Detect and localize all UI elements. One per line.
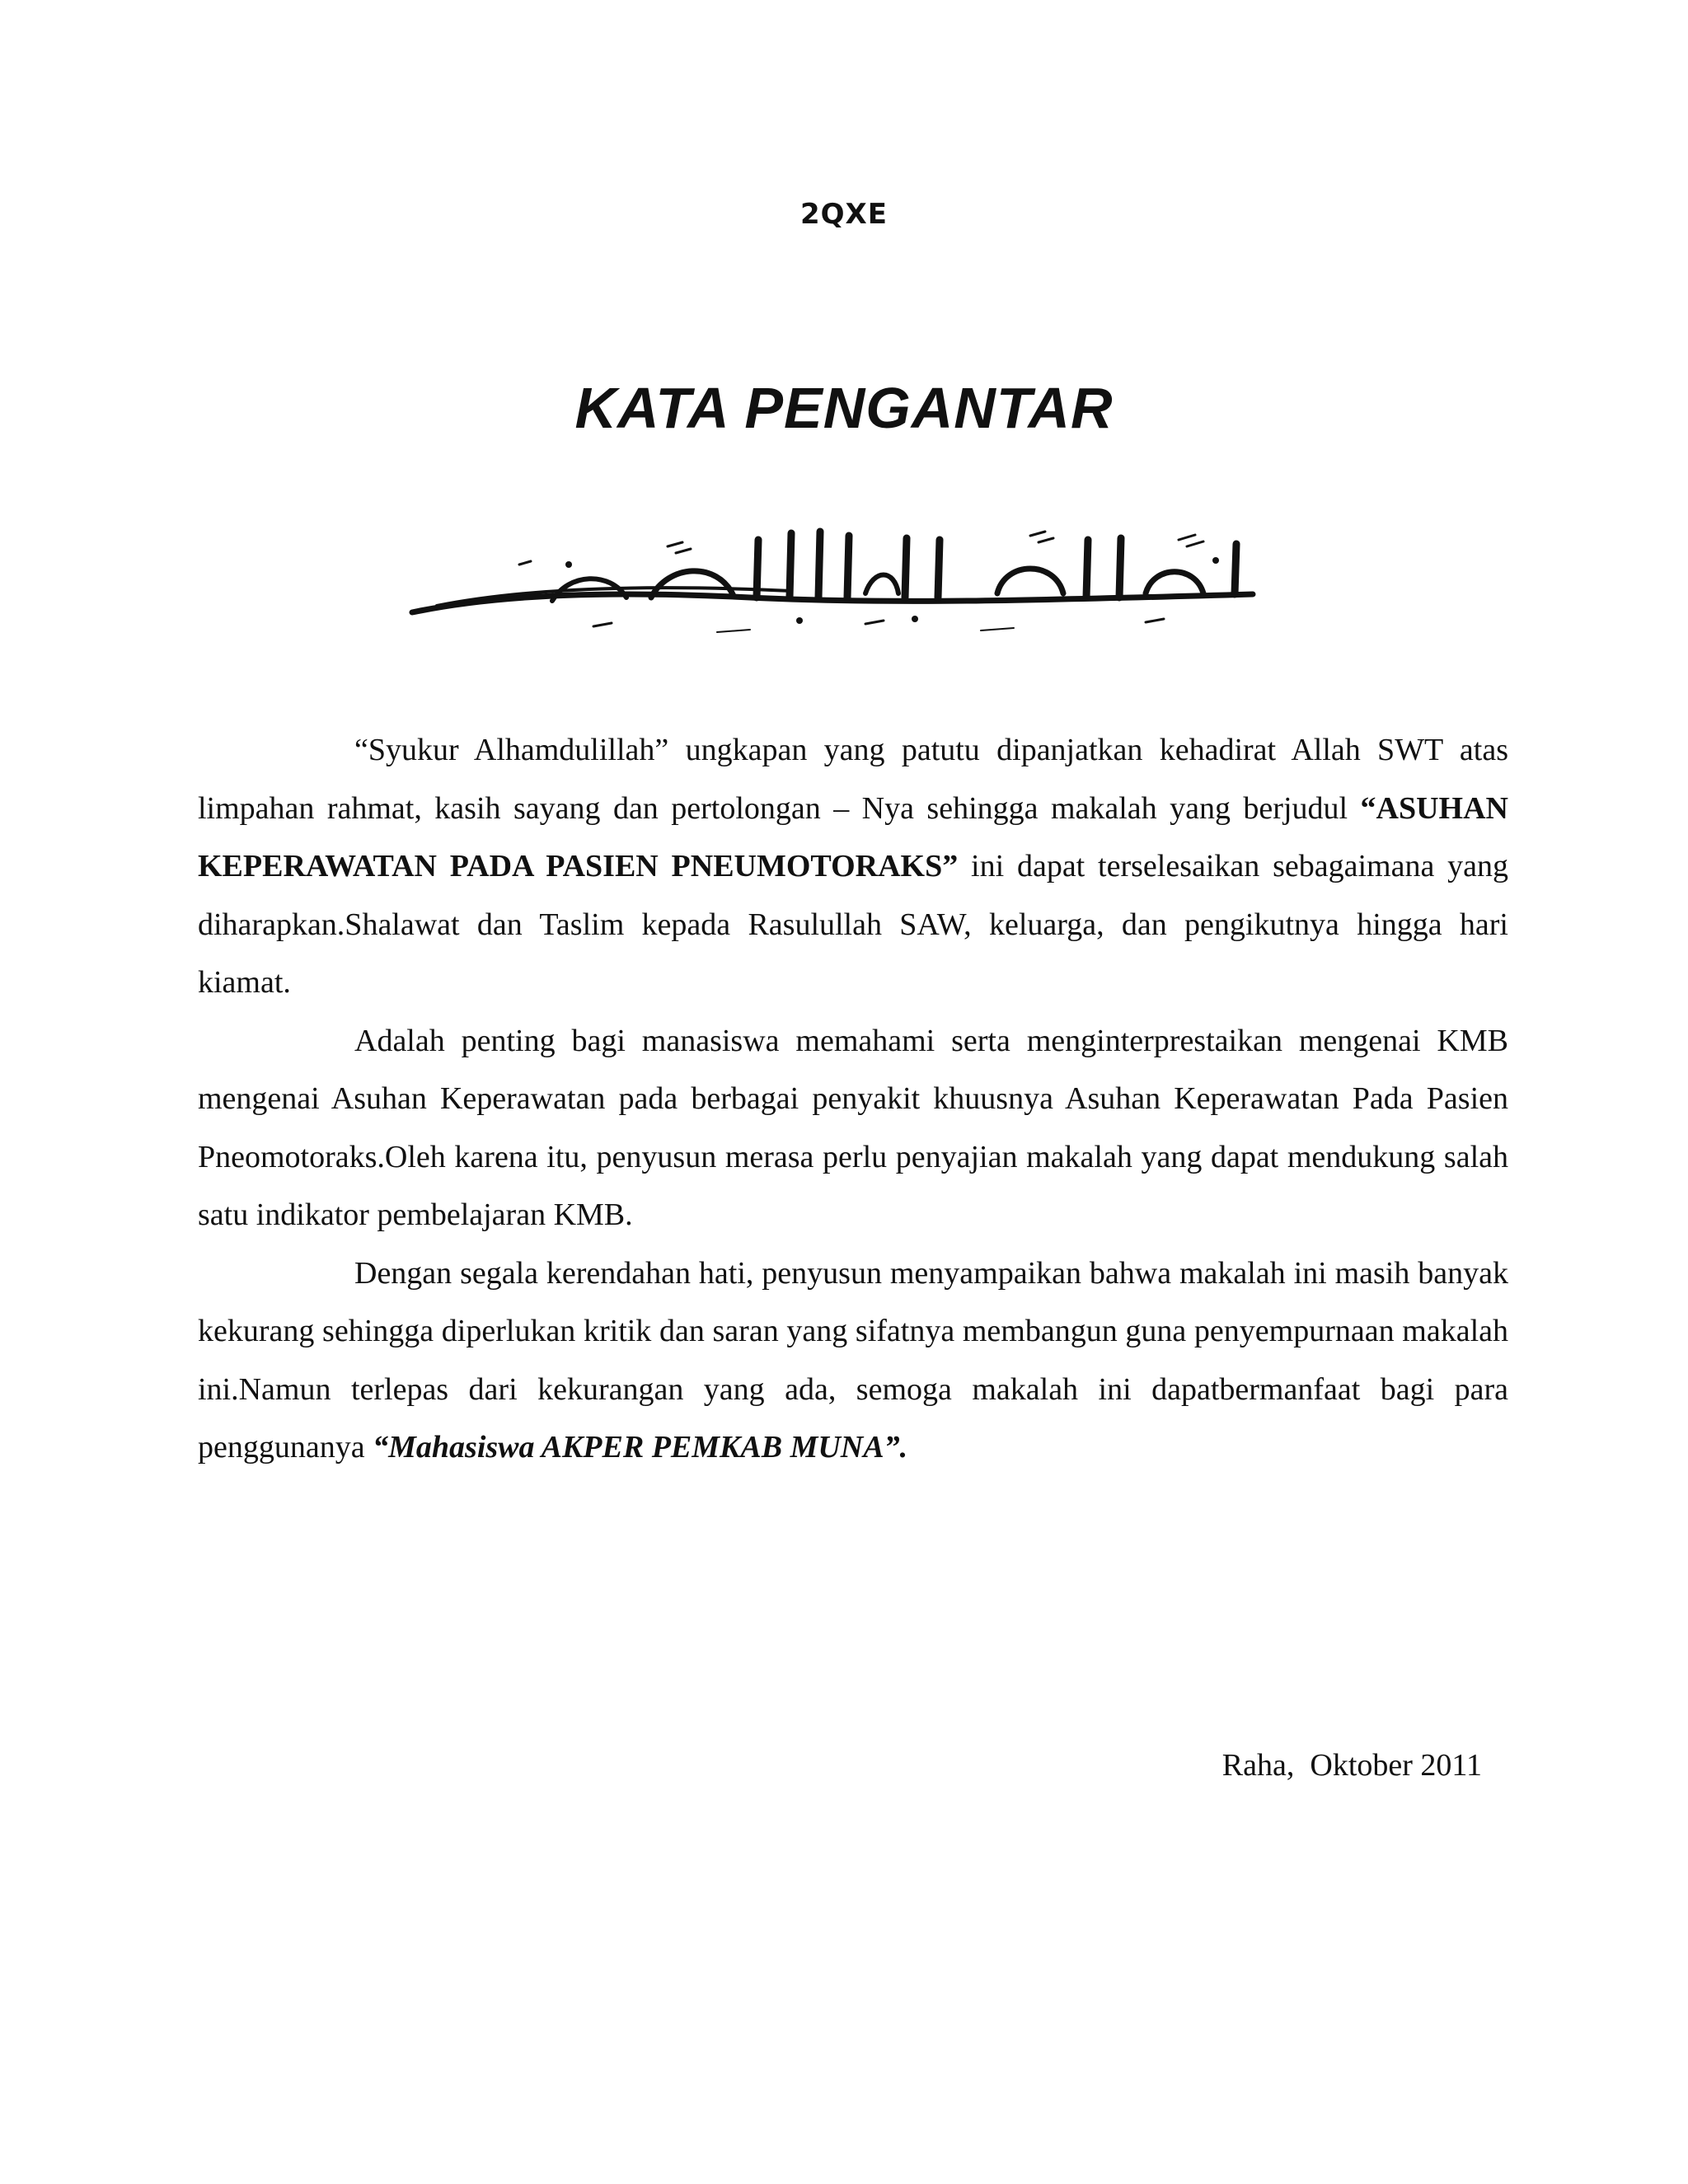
paragraph-1 [198, 721, 1508, 1012]
audience-bold-italic: “Mahasiswa AKPER PEMKAB MUNA”. [373, 1430, 908, 1465]
closing-place-date: Raha, Oktober 2011 [1221, 1748, 1482, 1783]
paragraph-2: Adalah penting bagi manasiswa memahami serta menginterprestaikan mengenai KMB mengenai Asuhan Keperawatan pada berbagai penyakit khuusnya Asuhan Keperawatan Pada Pasien Pneomotoraks.Oleh karena itu, penyusun merasa perlu penyajian makalah yang dapat mendukung salah satu indikator pembelajaran KMB. [198, 1023, 1508, 1232]
header-code: 2QXE [800, 198, 888, 231]
body-text [198, 721, 1508, 1477]
paragraph-3 [198, 1244, 1508, 1477]
page-title: KATA PENGANTAR [574, 376, 1114, 440]
paper-title-bold: “ASUHAN KEPERAWATAN PADA PASIEN PNEUMOTORAKS” [198, 790, 1508, 883]
bismillah-calligraphy-icon [404, 515, 1286, 639]
paragraph-1-text-a: “Syukur Alhamdulillah” ungkapan yang patutu dipanjatkan kehadirat Allah SWT atas limpahan rahmat, kasih sayang dan pertolongan – Nya sehingga makalah yang berjudul [198, 733, 1508, 826]
paragraph-1-text-b: ini dapat terselesaikan sebagaimana yang diharapkan.Shalawat dan Taslim kepada Rasulullah SAW, keluarga, dan pengikutnya hingga hari kiamat. [198, 849, 1509, 1000]
paragraph-3-text: Dengan segala kerendahan hati, penyusun menyampaikan bahwa makalah ini masih banyak kekurang sehingga diperlukan kritik dan saran yang sifatnya membangun guna penyempurnaan makalah ini.Namun terlepas dari kekurangan yang ada, semoga makalah ini dapatbermanfaat bagi para penggunanya [198, 1255, 1508, 1465]
